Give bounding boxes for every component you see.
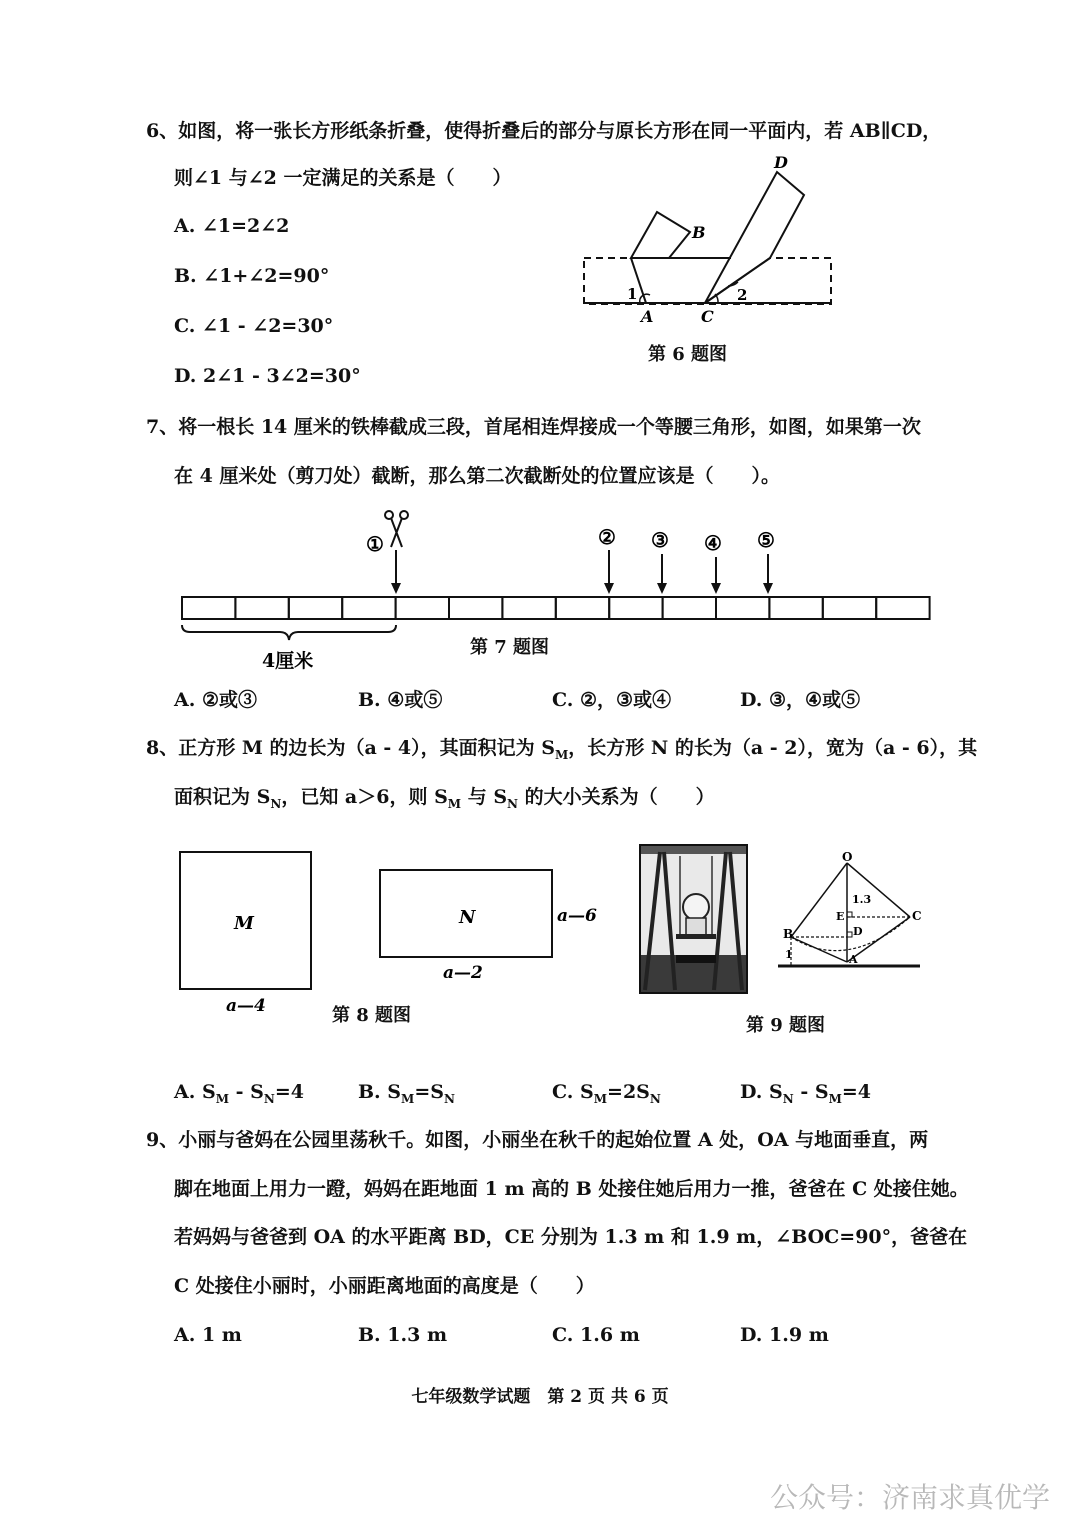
q8-caption: 第 8 题图 [332, 1005, 412, 1026]
q9-option-d: D. 1.9 m [740, 1324, 829, 1346]
q6-option-b: B. ∠1+∠2=90° [174, 265, 330, 287]
q7-marker-3: ③ [651, 528, 669, 552]
rect-n-width: a—6 [557, 906, 597, 926]
q9-line4: C 处接住小丽时，小丽距离地面的高度是（ ） [174, 1275, 595, 1297]
q9-option-a: A. 1 m [174, 1324, 242, 1346]
q9-option-b: B. 1.3 m [358, 1324, 448, 1346]
q9-label-d: D [853, 925, 863, 938]
q6-option-c: C. ∠1 - ∠2=30° [174, 315, 334, 337]
q8-option-d: D. $S_N - S_M=4$ [740, 1081, 871, 1106]
q6-option-a: A. ∠1=2∠2 [174, 215, 290, 237]
q7-brace-label: 4厘米 [262, 650, 314, 672]
q6-angle-1: 1 [627, 285, 638, 303]
q8-line2: 面积记为 $S_N$，已知 a＞6，则 $S_M$ 与 $S_N$ 的大小关系为（ ） [174, 786, 715, 811]
q7-line1: 7、将一根长 14 厘米的铁棒截成三段，首尾相连焊接成一个等腰三角形，如图，如果第一次 [146, 416, 921, 438]
q9-line1: 9、小丽与爸妈在公园里荡秋千。如图，小丽坐在秋千的起始位置 A 处，OA 与地面垂直，两 [146, 1129, 929, 1151]
q9-label-e: E [836, 910, 845, 923]
q9-label-1: 1 [785, 948, 793, 961]
q7-option-a: A. ②或③ [174, 689, 258, 711]
q7-caption: 第 7 题图 [470, 637, 550, 658]
q6-label-c: C [701, 307, 714, 326]
q9-line3: 若妈妈与爸爸到 OA 的水平距离 BD，CE 分别为 1.3 m 和 1.9 m，∠BOC=90°，爸爸在 [174, 1226, 968, 1248]
q7-marker-2: ② [598, 525, 616, 549]
q8-option-a: A. $S_M - S_N=4$ [174, 1081, 304, 1106]
q8-option-c: C. $S_M=2S_N$ [552, 1081, 661, 1106]
square-m-side: a—4 [226, 996, 266, 1016]
q9-label-o: O [842, 850, 853, 864]
q9-option-c: C. 1.6 m [552, 1324, 640, 1346]
q7-option-b: B. ④或⑤ [358, 689, 443, 711]
q6-label-d: D [774, 153, 788, 172]
q7-marker-4: ④ [704, 531, 722, 555]
q6-line2: 则∠1 与∠2 一定满足的关系是（ ） [174, 167, 512, 189]
rect-n-length: a—2 [443, 963, 483, 983]
q9-label-a: A [849, 953, 858, 966]
square-m-label: M [234, 913, 254, 934]
watermark: 公众号：济南求真优学 [769, 1481, 1050, 1514]
q6-line1: 6、如图，将一张长方形纸条折叠，使得折叠后的部分与原长方形在同一平面内，若 AB∥CD， [146, 120, 942, 142]
q6-caption: 第 6 题图 [648, 344, 728, 365]
q9-label-c: C [912, 909, 922, 923]
q7-marker-1: ① [366, 532, 384, 556]
q9-caption: 第 9 题图 [746, 1015, 826, 1036]
q9-label-b: B [783, 927, 794, 941]
q6-label-a: A [641, 307, 654, 326]
q8-line1: 8、正方形 M 的边长为（a - 4），其面积记为 $S_M$，长方形 N 的长为（a - 2），宽为（a - 6），其 [146, 737, 978, 762]
q6-option-d: D. 2∠1 - 3∠2=30° [174, 365, 361, 387]
rect-n-label: N [459, 907, 476, 928]
page-footer: 七年级数学试题 第 2 页 共 6 页 [411, 1387, 669, 1407]
q6-angle-2: 2 [737, 286, 748, 304]
q7-marker-5: ⑤ [757, 528, 775, 552]
q6-label-b: B [692, 223, 706, 242]
q7-line2: 在 4 厘米处（剪刀处）截断，那么第二次截断处的位置应该是（ ）。 [174, 465, 780, 487]
q7-option-c: C. ②，③或④ [552, 689, 672, 711]
q9-line2: 脚在地面上用力一蹬，妈妈在距地面 1 m 高的 B 处接住她后用力一推，爸爸在 C 处接住她。 [174, 1178, 969, 1200]
q8-option-b: B. $S_M=S_N$ [358, 1081, 455, 1106]
q9-label-13: 1.3 [852, 893, 872, 906]
q7-option-d: D. ③，④或⑤ [740, 689, 861, 711]
